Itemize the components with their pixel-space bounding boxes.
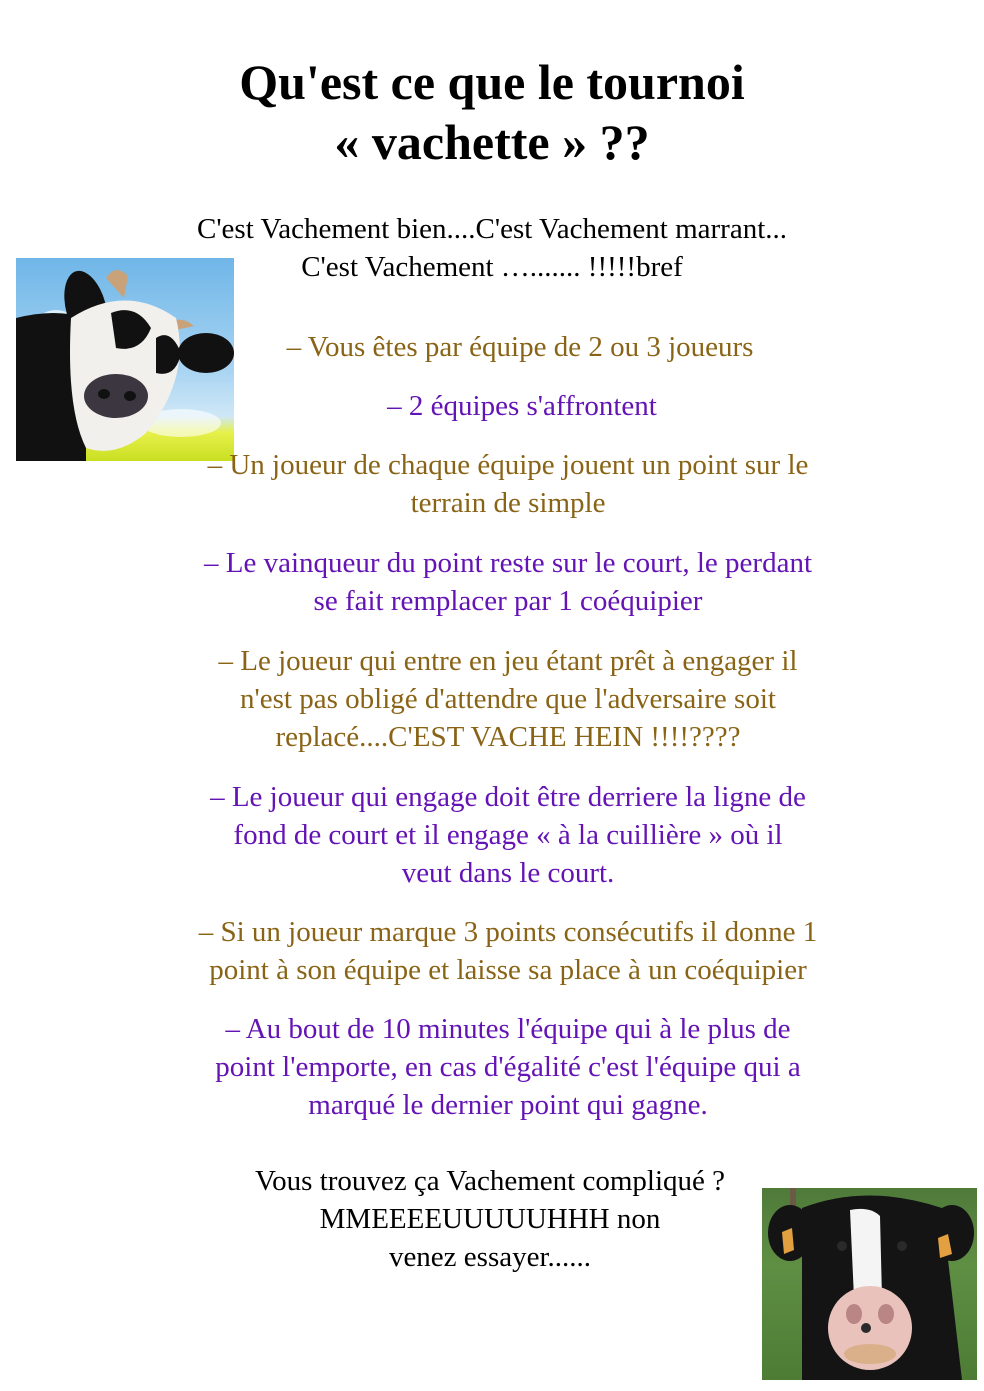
- rule-8-line-1: – Au bout de 10 minutes l'équipe qui à le plus de: [225, 1013, 791, 1045]
- rule-2: [222, 387, 822, 425]
- intro-line-2: C'est Vachement …....... !!!!!bref: [301, 251, 683, 283]
- rule-5-line-3: replacé....C'EST VACHE HEIN !!!!????: [275, 721, 741, 753]
- rule-7: [140, 913, 876, 989]
- rule-4-line-1: – Le vainqueur du point reste sur le court, le perdant: [204, 547, 812, 579]
- rule-8-line-2: point l'emporte, en cas d'égalité c'est l'équipe qui a: [215, 1051, 801, 1083]
- outro-line-1: Vous trouvez ça Vachement compliqué ?: [254, 1165, 726, 1197]
- rule-5-line-1: – Le joueur qui entre en jeu étant prêt à engager il: [218, 645, 798, 677]
- rule-2-line-1: – 2 équipes s'affrontent: [387, 390, 657, 422]
- cow-sky-image: [16, 258, 234, 461]
- rule-7-line-2: point à son équipe et laisse sa place à un coéquipier: [209, 954, 807, 986]
- outro-text: [160, 1162, 820, 1276]
- rule-6-line-3: veut dans le court.: [401, 857, 615, 889]
- rule-7-line-1: – Si un joueur marque 3 points consécutifs il donne 1: [198, 916, 818, 948]
- outro-line-3: venez essayer......: [388, 1241, 592, 1273]
- cow-grass-image: [762, 1188, 977, 1380]
- rule-3-line-2: terrain de simple: [410, 487, 606, 519]
- rule-5: [150, 642, 866, 756]
- rule-1-line-1: – Vous êtes par équipe de 2 ou 3 joueurs: [286, 331, 754, 363]
- rule-4: [150, 544, 866, 620]
- rule-1: [230, 328, 810, 366]
- rule-8-line-3: marqué le dernier point qui gagne.: [308, 1089, 708, 1121]
- cow-head-icon: [16, 258, 234, 461]
- rule-3-line-1: – Un joueur de chaque équipe jouent un point sur le: [207, 449, 809, 481]
- rule-6-line-2: fond de court et il engage « à la cuillière » où il: [233, 819, 783, 851]
- rule-4-line-2: se fait remplacer par 1 coéquipier: [313, 585, 703, 617]
- page-title: [0, 52, 984, 172]
- rule-6-line-1: – Le joueur qui engage doit être derriere la ligne de: [210, 781, 806, 813]
- rule-5-line-2: n'est pas obligé d'attendre que l'adversaire soit: [240, 683, 776, 715]
- intro-line-1: C'est Vachement bien....C'est Vachement marrant...: [196, 213, 788, 245]
- rule-6: [150, 778, 866, 892]
- title-line-2: « vachette » ??: [334, 114, 650, 170]
- rule-3: [150, 446, 866, 522]
- outro-line-2: MMEEEEUUUUUHHH non: [319, 1203, 661, 1235]
- rule-8: [150, 1010, 866, 1124]
- title-line-1: Qu'est ce que le tournoi: [239, 54, 745, 110]
- cow-face-icon: [762, 1188, 977, 1380]
